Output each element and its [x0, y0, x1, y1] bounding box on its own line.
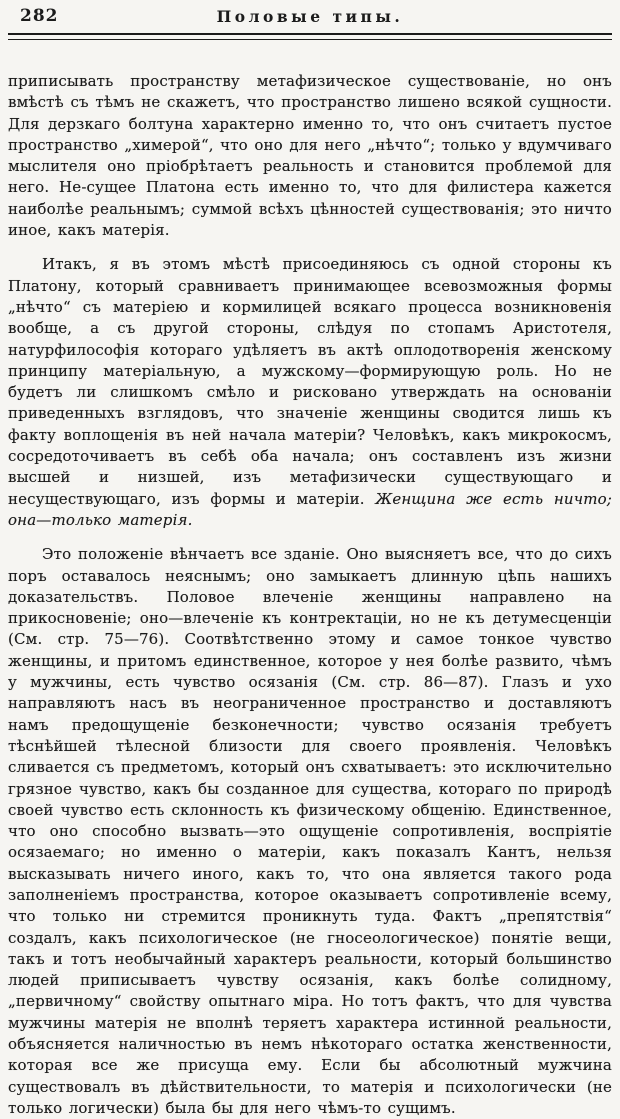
paragraph-1: приписывать пространству метафизическое существованіе, но онъ вмѣстѣ съ тѣмъ не скажетъ, что пространство лишено всякой сущности. Для дерзкаго болтуна характерно именно то, что онъ считаетъ пустое пространство „химерой“, что оно для него „нѣчто“; только у вдумчиваго мыслителя оно пріобрѣтаетъ реальность и становится проблемой для него. Не-сущее Платона есть именно то, что для филистера кажется наиболѣе реальнымъ; суммой всѣхъ цѣнностей существованія; это ничто иное, какъ матерія.	[8, 72, 612, 240]
paragraph-2-text: Итакъ, я въ этомъ мѣстѣ присоединяюсь съ одной стороны къ Платону, который сравниваетъ принимающее всевозможныя формы „нѣчто“ съ матеріею и кормилицей всякаго процесса возникновенія вообще, а съ другой стороны, слѣдуя по стопамъ Аристотеля, натурфилософія котораго удѣляетъ въ актѣ оплодотворенія женскому принципу матеріальную, а мужскому—формирующую роль. Но не будетъ ли слишкомъ смѣло и рисковано утверждать на основаніи приведенныхъ взглядовъ, что значеніе женщины сводится лишь къ факту воплощенія въ ней начала матеріи? Человѣкъ, какъ микрокосмъ, сосредоточиваетъ въ себѣ оба начала; онъ составленъ изъ жизни высшей и низшей, изъ метафизически существующаго и несуществующаго, изъ формы и матеріи.	[8, 255, 612, 508]
page-body	[8, 71, 612, 1119]
emphasized-thesis: Женщина же есть ничто; она—только матерія.	[8, 489, 612, 529]
paragraph-2	[8, 254, 612, 531]
running-title: Половые типы.	[216, 7, 404, 26]
paragraph-3: Это положеніе вѣнчаетъ все зданіе. Оно выясняетъ все, что до сихъ поръ оставалось неяснымъ; оно замыкаетъ длинную цѣпь нашихъ доказательствъ. Половое влеченіе женщины направлено на прикосновеніе; оно—влеченіе къ контректаціи, но не къ детумесценціи (См. стр. 75—76). Соотвѣтственно этому и самое тонкое чувство женщины, и притомъ единственное, которое у нея болѣе развито, чѣмъ у мужчины, есть чувство осязанія (См. стр. 86—87). Глазъ и ухо направляютъ насъ въ неограниченное пространство и доставляютъ намъ предощущеніе безконечности; чувство осязанія требуетъ тѣснѣйшей тѣлесной близости для своего проявленія. Человѣкъ сливается съ предметомъ, который онъ схватываетъ: это исключительно грязное чувство, какъ бы созданное для существа, котораго по природѣ своей чувство есть склонность къ физическому общенію. Единственное, что оно способно вызвать—это ощущеніе сопротивленія, воспріятіе осязаемаго; но именно о матеріи, какъ показалъ Кантъ, нельзя высказывать ничего иного, какъ то, что она является такого рода заполненіемъ пространства, которое оказываетъ сопротивленіе всему, что только ни стремится проникнуть туда. Фактъ „препятствія“ создалъ, какъ психологическое (не гносеологическое) понятіе вещи, такъ и тотъ необычайный характеръ реальности, который большинство людей приписываетъ чувству осязанія, какъ болѣе солидному, „первичному“ свойству опытнаго міра. Но тотъ фактъ, что для чувства мужчины матерія не вполнѣ теряетъ характера истинной реальности, объясняется наличностью въ немъ нѣкотораго остатка женственности, которая все же присуща ему. Если бы абсолютный мужчина существовалъ въ дѣйствительности, то матерія и психологически (не только логически) была бы для него чѣмъ-то сущимъ.	[8, 545, 612, 1117]
header-rule	[8, 33, 612, 40]
page-number: 282	[20, 6, 59, 26]
running-head	[8, 6, 612, 30]
